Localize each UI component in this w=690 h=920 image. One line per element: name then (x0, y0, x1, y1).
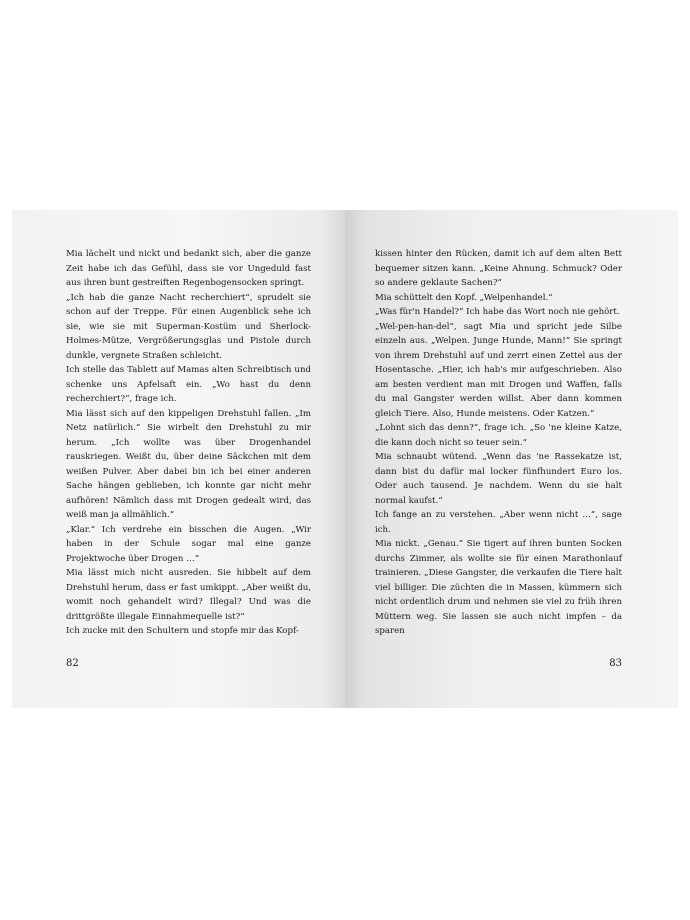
paragraph: „Lohnt sich das denn?“, frage ich. „So 'ne kleine Katze, die kann doch nicht so teuer sein.“ (375, 423, 622, 448)
right-page (345, 210, 678, 708)
paragraph: Mia schüttelt den Kopf. „Welpenhandel.“ (375, 292, 553, 303)
right-page-text (375, 247, 622, 639)
paragraph: Mia nickt. „Genau.“ Sie tigert auf ihren bunten Socken durchs Zimmer, als wollte sie für einen Marathonlauf trainieren. „Diese Gangster, die verkaufen die Tiere halt viel billiger. Die züchten die in Massen, kümmern sich nicht ordentlich drum und nehmen sie viel zu früh ihren Müttern weg. Sie lassen sie auch nicht impfen – da sparen (375, 539, 622, 636)
paragraph: Ich fange an zu verstehen. „Aber wenn nicht …“, sage ich. (375, 510, 622, 535)
paragraph: „Was für'n Handel?“ Ich habe das Wort noch nie gehört. (375, 307, 620, 317)
paragraph: „Wel-pen-han-del“, sagt Mia und spricht jede Silbe einzeln aus. „Welpen. Junge Hunde, Mann!“ Sie springt von ihrem Drehstuhl auf und zerrt einen Zettel aus der Hosentasche. „Hier, ich hab's mir aufgeschrieben. Also am besten verdient man mit Drogen und Waffen, falls du mal Gangster werden willst. Aber dann kommen gleich Tiere. Also, Hunde meistens. Oder Katzen.“ (375, 321, 622, 419)
paragraph: Ich zucke mit den Schultern und stopfe mir das Kopf- (66, 626, 299, 636)
left-page-text (66, 247, 311, 639)
left-page (12, 210, 345, 708)
paragraph: kissen hinter den Rücken, damit ich auf dem alten Bett bequemer sitzen kann. „Keine Ahnung. Schmuck? Oder so andere geklaute Sachen?“ (375, 249, 622, 288)
paragraph: Mia lächelt und nickt und bedankt sich, aber die ganze Zeit habe ich das Gefühl, dass sie vor Ungeduld fast aus ihren bunt gestreiften Regenbogensocken springt. (66, 249, 311, 288)
paragraph: Ich stelle das Tablett auf Mamas alten Schreibtisch und schenke uns Apfelsaft ein. „Wo hast du denn recherchiert?“, frage ich. (66, 365, 311, 404)
page-number-right: 83 (609, 658, 622, 669)
paragraph: „Ich hab die ganze Nacht recherchiert“, sprudelt sie schon auf der Treppe. Für einen Augenblick sehe ich sie, wie sie mit Superman-Kostüm und Sherlock-Holmes-Mütze, Vergrößerungsglas und Pistole durch dunkle, vergnete Straßen schleicht. (66, 292, 311, 361)
paragraph: „Klar.“ Ich verdrehe ein bisschen die Augen. „Wir haben in der Schule sogar mal eine ganze Projektwoche über Drogen …“ (66, 524, 311, 564)
paragraph: Mia lässt sich auf den kippeligen Drehstuhl fallen. „Im Netz natürlich.“ Sie wirbelt den Drehstuhl zu mir herum. „Ich wollte was über Drogenhandel rauskriegen. Weißt du, über deine Säckchen mit dem weißen Pulver. Aber dabei bin ich bei einer anderen Sache hängen geblieben, ich konnte gar nicht mehr aufhören! Nämlich dass mit Drogen gedealt wird, das weiß man ja allmählich.“ (66, 408, 311, 520)
page-number-left: 82 (66, 658, 79, 669)
open-book (12, 210, 678, 708)
paragraph: Mia schnaubt wütend. „Wenn das 'ne Rassekatze ist, dann bist du dafür mal locker fünfhundert Euro los. Oder auch tausend. Je nachdem. Wenn du sie halt normal kaufst.“ (375, 452, 622, 506)
paragraph: Mia lässt mich nicht ausreden. Sie hibbelt auf dem Drehstuhl herum, dass er fast umkippt. „Aber weißt du, womit noch gehandelt wird? Illegal? Und was die drittgrößte illegale Einnahmequelle ist?“ (66, 568, 311, 622)
